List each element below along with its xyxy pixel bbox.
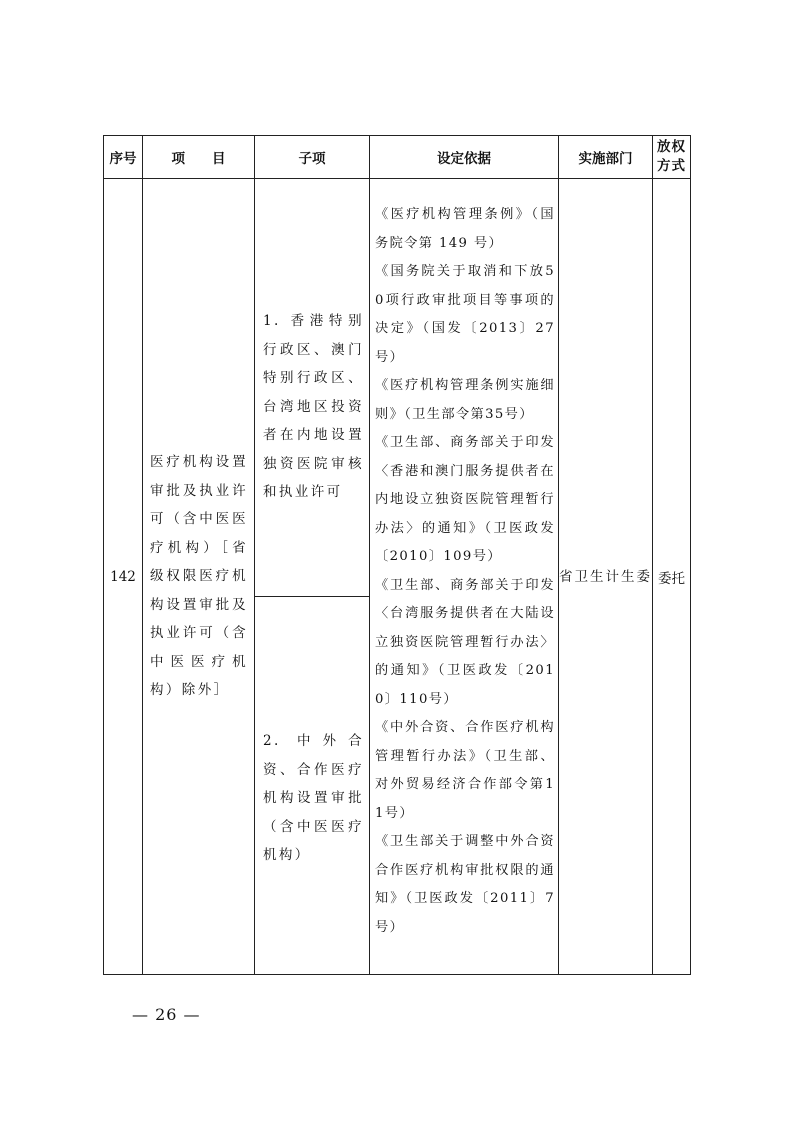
row-basis — [370, 179, 559, 975]
basis-item: 《医疗机构管理条例实施细则》（卫生部令第35号） — [375, 378, 555, 422]
table-header-row — [104, 136, 691, 179]
header-sub-item: 子项 — [255, 136, 370, 179]
header-seq: 序号 — [104, 136, 143, 179]
header-delegation-mode: 放权方式 — [653, 136, 691, 179]
basis-item: 《国务院关于取消和下放50项行政审批项目等事项的决定》（国发〔2013〕27号） — [375, 264, 555, 365]
row-delegation-mode: 委托 — [653, 179, 691, 975]
page-number: — 26 — — [132, 1005, 201, 1024]
header-basis: 设定依据 — [370, 136, 559, 179]
basis-item: 《卫生部、商务部关于印发〈台湾服务提供者在大陆设立独资医院管理暂行办法〉的通知》（卫医政发〔2010〕110号） — [375, 577, 555, 707]
row-project: 医疗机构设置审批及执业许可（含中医医疗机构）［省级权限医疗机构设置审批及执业许可（含中医医疗机构）除外］ — [143, 179, 255, 975]
basis-item: 《医疗机构管理条例》（国务院令第 149 号） — [375, 207, 555, 251]
row-seq: 142 — [104, 179, 143, 975]
authority-table — [103, 135, 691, 975]
basis-item: 《卫生部、商务部关于印发〈香港和澳门服务提供者在内地设立独资医院管理暂行办法〉的通知》（卫医政发〔2010〕109号） — [375, 435, 555, 564]
row-department: 省卫生计生委 — [559, 179, 653, 975]
sub-item-1: 1. 香港特别行政区、澳门特别行政区、台湾地区投资者在内地设置独资医院审核和执业许可 — [255, 179, 370, 597]
header-department: 实施部门 — [559, 136, 653, 179]
header-project: 项 目 — [143, 136, 255, 179]
basis-item: 《卫生部关于调整中外合资合作医疗机构审批权限的通知》（卫医政发〔2011〕7号） — [375, 834, 555, 935]
basis-item: 《中外合资、合作医疗机构管理暂行办法》（卫生部、对外贸易经济合作部令第11号） — [375, 720, 555, 821]
sub-item-2: 2. 中外合资、合作医疗机构设置审批（含中医医疗机构） — [255, 597, 370, 975]
table-row — [104, 179, 691, 597]
